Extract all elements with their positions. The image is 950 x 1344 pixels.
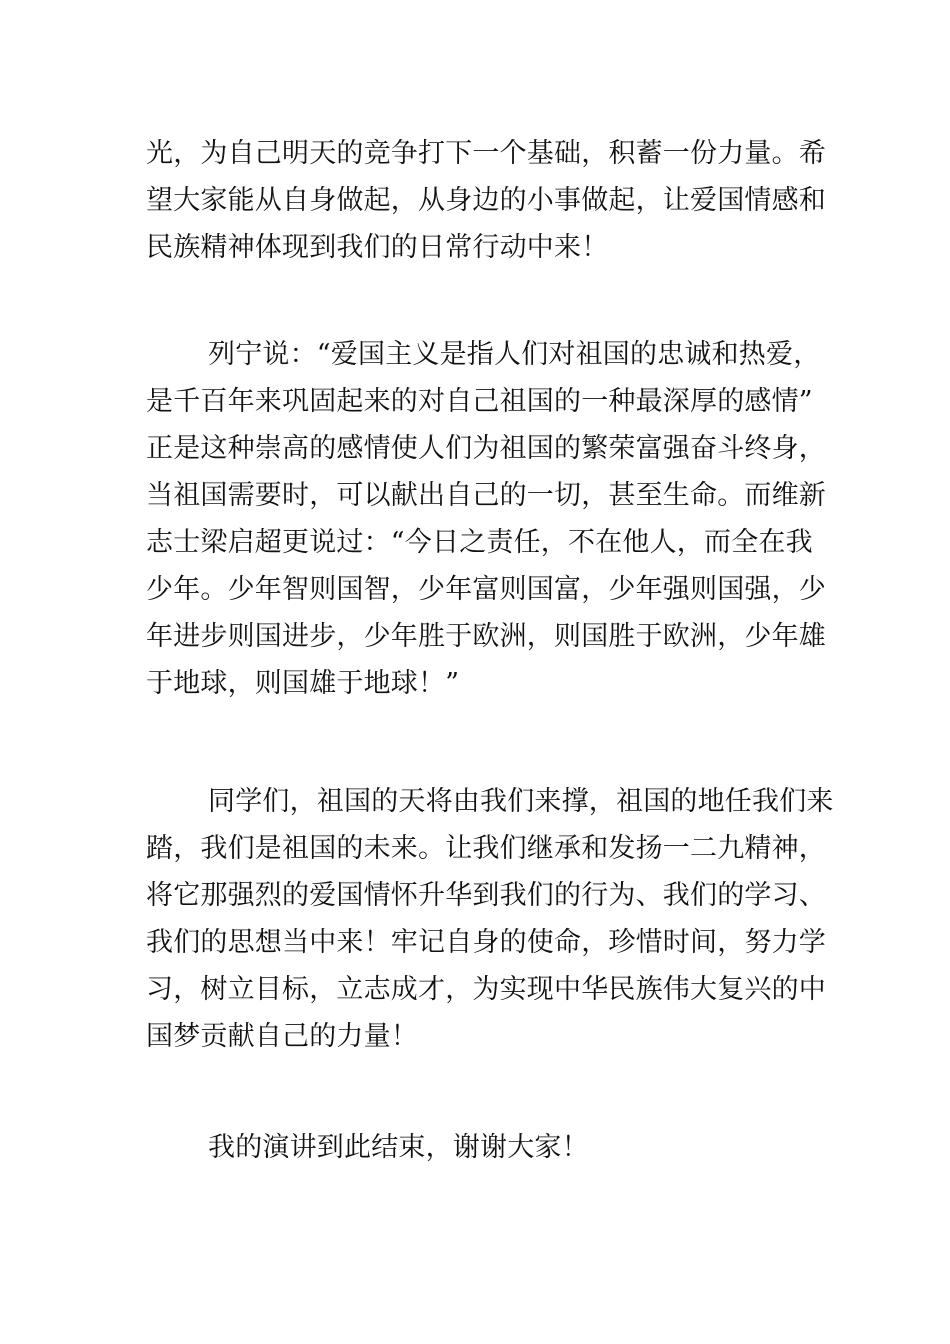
text-line: 正是这种崇高的感情使人们为祖国的繁荣富强奋斗终身，: [146, 433, 826, 464]
text-line: 年进步则国进步，少年胜于欧洲，则国胜于欧洲，少年雄: [146, 621, 826, 652]
text-line: 于地球，则国雄于地球！”: [146, 668, 460, 699]
text-line: 是千百年来巩固起来的对自己祖国的一种最深厚的感情”: [146, 386, 813, 417]
paragraph-call-to-action: [146, 778, 834, 1060]
text-line: 国梦贡献自己的力量！: [146, 1021, 418, 1052]
text-line: 我们的思想当中来！牢记自身的使命，珍惜时间，努力学: [146, 927, 826, 958]
text-line: 同学们，祖国的天将由我们来撑，祖国的地任我们来: [208, 786, 834, 817]
text-line: 光，为自己明天的竞争打下一个基础，积蓄一份力量。希: [146, 138, 826, 169]
text-line: 少年。少年智则国智，少年富则国富，少年强则国强，少: [146, 574, 826, 605]
paragraph-continuation: [146, 130, 826, 271]
text-line: 习，树立目标，立志成才，为实现中华民族伟大复兴的中: [146, 974, 826, 1005]
paragraph-lenin-quote: [146, 331, 826, 707]
text-line: 当祖国需要时，可以献出自己的一切，甚至生命。而维新: [146, 480, 826, 511]
text-line: 望大家能从自身做起，从身边的小事做起，让爱国情感和: [146, 185, 826, 216]
text-line: 踏，我们是祖国的未来。让我们继承和发扬一二九精神，: [146, 833, 826, 864]
text-line: 将它那强烈的爱国情怀升华到我们的行为、我们的学习、: [146, 880, 826, 911]
text-line: 我的演讲到此结束，谢谢大家！: [208, 1132, 589, 1163]
paragraph-closing: [146, 1124, 816, 1171]
text-line: 民族精神体现到我们的日常行动中来！: [146, 232, 609, 263]
text-line: 列宁说：“爱国主义是指人们对祖国的忠诚和热爱，: [208, 339, 821, 370]
text-line: 志士梁启超更说过：“今日之责任，不在他人，而全在我: [146, 527, 813, 558]
